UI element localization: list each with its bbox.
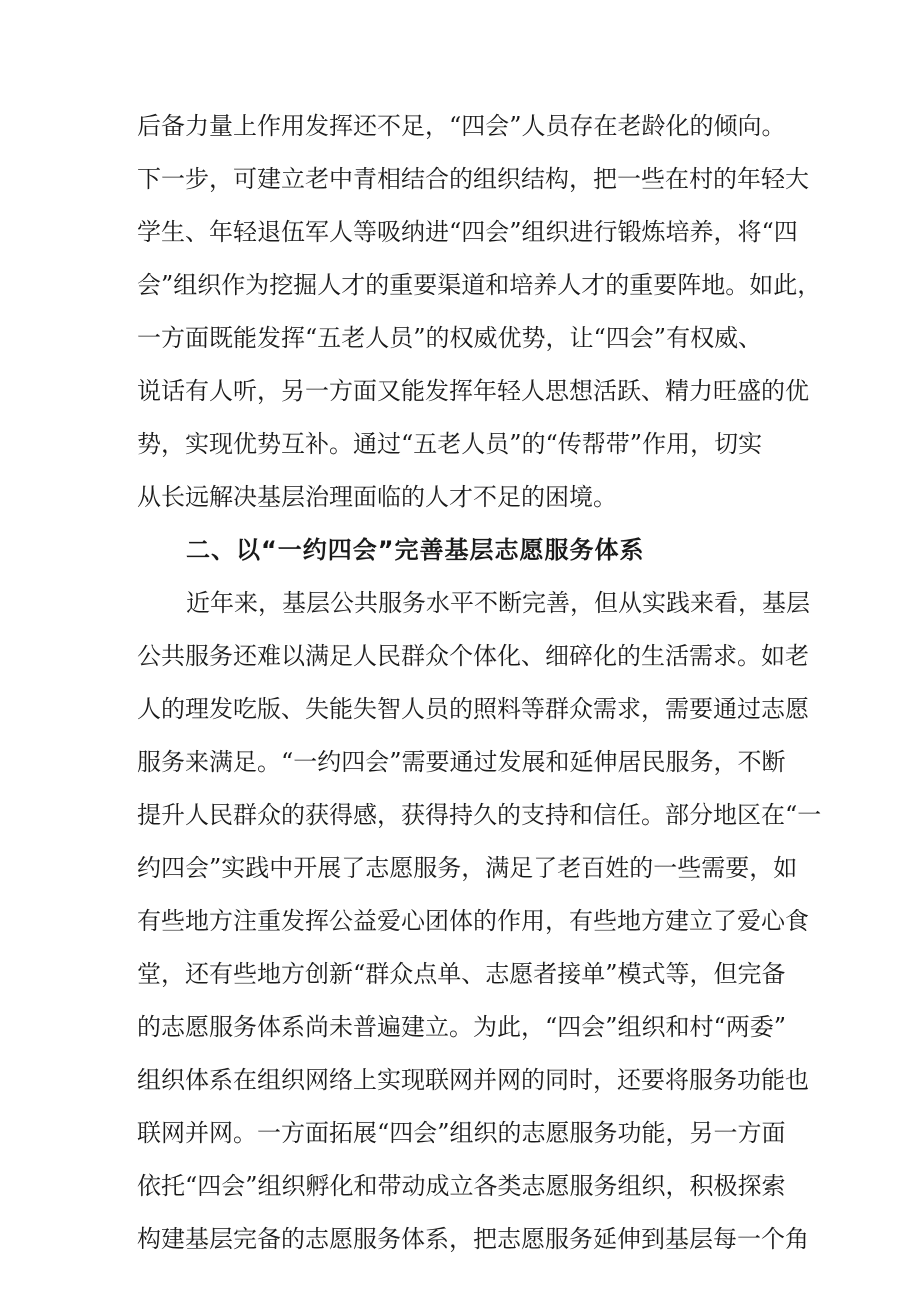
paragraph-2-line-3: 人的理发吃版、失能失智人员的照料等群众需求，需要通过志愿 (137, 695, 809, 723)
section-heading: 二、以“一约四会”完善基层志愿服务体系 (186, 536, 645, 564)
paragraph-1-line-6: 说话有人听，另一方面又能发挥年轻人思想活跃、精力旺盛的优 (137, 377, 809, 405)
paragraph-1-line-7: 势，实现优势互补。通过“五老人员”的“传帮带”作用，切实 (137, 430, 763, 458)
paragraph-1-line-8: 从长远解决基层治理面临的人才不足的困境。 (137, 483, 617, 511)
paragraph-2-line-12: 依托“四会”组织孵化和带动成立各类志愿服务组织，积极探索 (137, 1172, 786, 1200)
paragraph-2-line-2: 公共服务还难以满足人民群众个体化、细碎化的生活需求。如老 (137, 642, 809, 670)
paragraph-1-line-2: 下一步，可建立老中青相结合的组织结构，把一些在村的年轻大 (137, 165, 809, 193)
paragraph-2-line-13: 构建基层完备的志愿服务体系，把志愿服务延伸到基层每一个角 (137, 1225, 809, 1253)
paragraph-2-line-9: 的志愿服务体系尚未普遍建立。为此，“四会”组织和村“两委” (137, 1013, 787, 1041)
paragraph-2-line-6: 约四会”实践中开展了志愿服务，满足了老百姓的一些需要，如 (137, 854, 798, 882)
paragraph-2-line-1: 近年来，基层公共服务水平不断完善，但从实践来看，基层 (186, 589, 810, 617)
paragraph-2-line-11: 联网并网。一方面拓展“四会”组织的志愿服务功能，另一方面 (137, 1119, 786, 1147)
paragraph-1-line-4: 会”组织作为挖掘人才的重要渠道和培养人才的重要阵地。如此， (137, 271, 822, 299)
paragraph-2-line-7: 有些地方注重发挥公益爱心团体的作用，有些地方建立了爱心食 (137, 907, 809, 935)
paragraph-1-line-1: 后备力量上作用发挥还不足，“四会”人员存在老龄化的倾向。 (137, 112, 786, 140)
paragraph-1-line-5: 一方面既能发挥“五老人员”的权威优势，让“四会”有权威、 (137, 324, 763, 352)
paragraph-1-line-3: 学生、年轻退伍军人等吸纳进“四会”组织进行锻炼培养，将“四 (137, 218, 798, 246)
paragraph-2-line-5: 提升人民群众的获得感，获得持久的支持和信任。部分地区在“一 (137, 801, 822, 829)
paragraph-2-line-4: 服务来满足。“一约四会”需要通过发展和延伸居民服务，不断 (137, 748, 786, 776)
paragraph-2-line-10: 组织体系在组织网络上实现联网并网的同时，还要将服务功能也 (137, 1066, 809, 1094)
paragraph-2-line-8: 堂，还有些地方创新“群众点单、志愿者接单”模式等，但完备 (137, 960, 786, 988)
